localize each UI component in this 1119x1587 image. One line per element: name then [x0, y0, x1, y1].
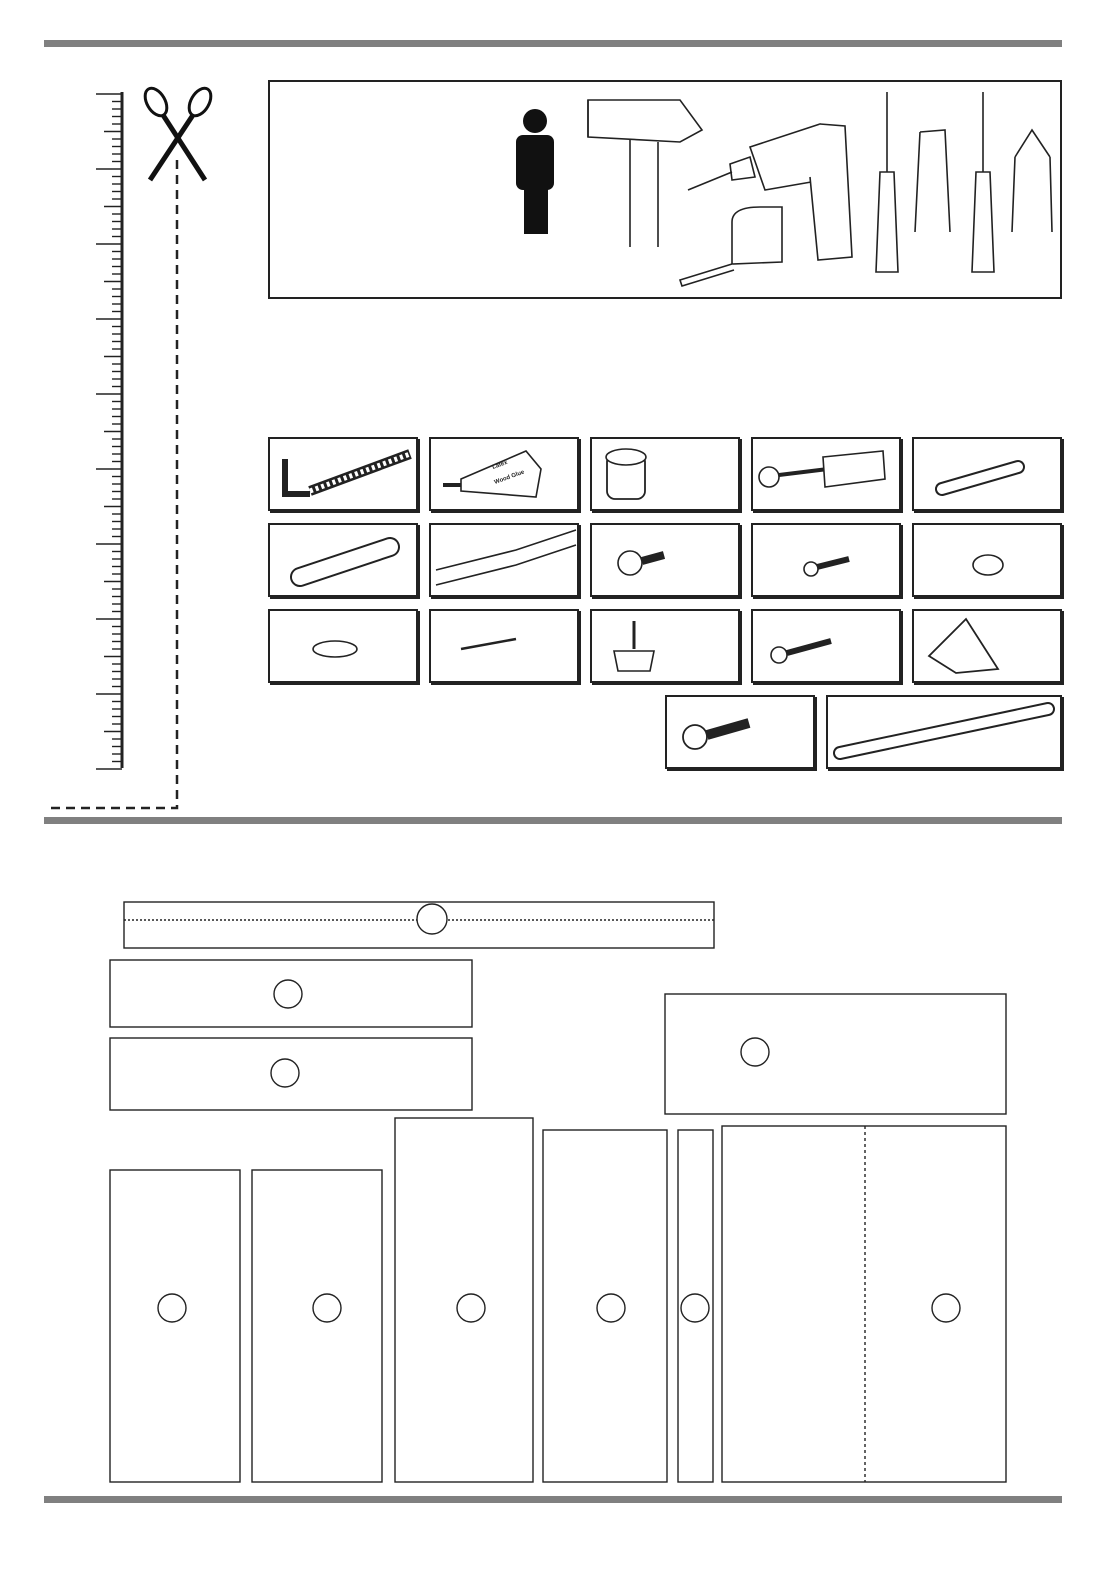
panels-diagram — [100, 890, 1020, 1490]
hardware-shelf-support-pin — [268, 609, 418, 683]
hardware-large-screw — [665, 695, 815, 769]
flat-screwdriver-icon — [1012, 130, 1052, 232]
hardware-nail-glide — [590, 609, 740, 683]
panel-side-left — [110, 1170, 240, 1482]
phillips-screwdriver-icon — [972, 92, 994, 272]
hardware-short-screw — [751, 523, 901, 597]
middle-rule — [44, 817, 1062, 824]
hardware-flat-head-screw — [590, 523, 740, 597]
hardware-cam-bolt — [751, 437, 901, 511]
hardware-l-hook-screw — [268, 437, 418, 511]
cut-out-ruler — [40, 80, 230, 815]
hardware-long-screw — [751, 609, 901, 683]
flat-screwdriver-icon — [915, 130, 950, 232]
panel-top-rail — [124, 902, 714, 948]
svg-text:Latex: Latex — [491, 459, 509, 471]
hammer-icon — [588, 100, 702, 247]
top-rule — [44, 40, 1062, 47]
hardware-nail — [429, 609, 579, 683]
panel-side-right — [252, 1170, 382, 1482]
hardware-bar-handle — [826, 695, 1062, 769]
phillips-screwdriver-icon — [876, 92, 898, 272]
panel-mirror-frame — [110, 1038, 472, 1110]
hardware-glue-tube — [429, 437, 579, 511]
panel-shelf — [665, 994, 1006, 1114]
hardware-cam-lock — [590, 437, 740, 511]
tape-measure-icon — [680, 207, 782, 286]
panel-narrow-strip — [678, 1130, 713, 1482]
svg-text:Wood Glue: Wood Glue — [493, 469, 526, 486]
panel-plinth — [110, 960, 472, 1027]
hardware-wall-plug — [268, 523, 418, 597]
panel-partition — [543, 1130, 667, 1482]
bottom-rule — [44, 1496, 1062, 1503]
hardware-spacer-ring — [912, 523, 1062, 597]
panel-back — [395, 1118, 533, 1482]
hardware-drawer-runner — [429, 523, 579, 597]
tools-panel — [268, 80, 1062, 299]
panel-door — [722, 1126, 1006, 1482]
hardware-corner-bracket — [912, 609, 1062, 683]
hardware-wooden-dowel — [912, 437, 1062, 511]
person-icon — [516, 109, 554, 234]
hardware-grid — [268, 437, 1064, 774]
